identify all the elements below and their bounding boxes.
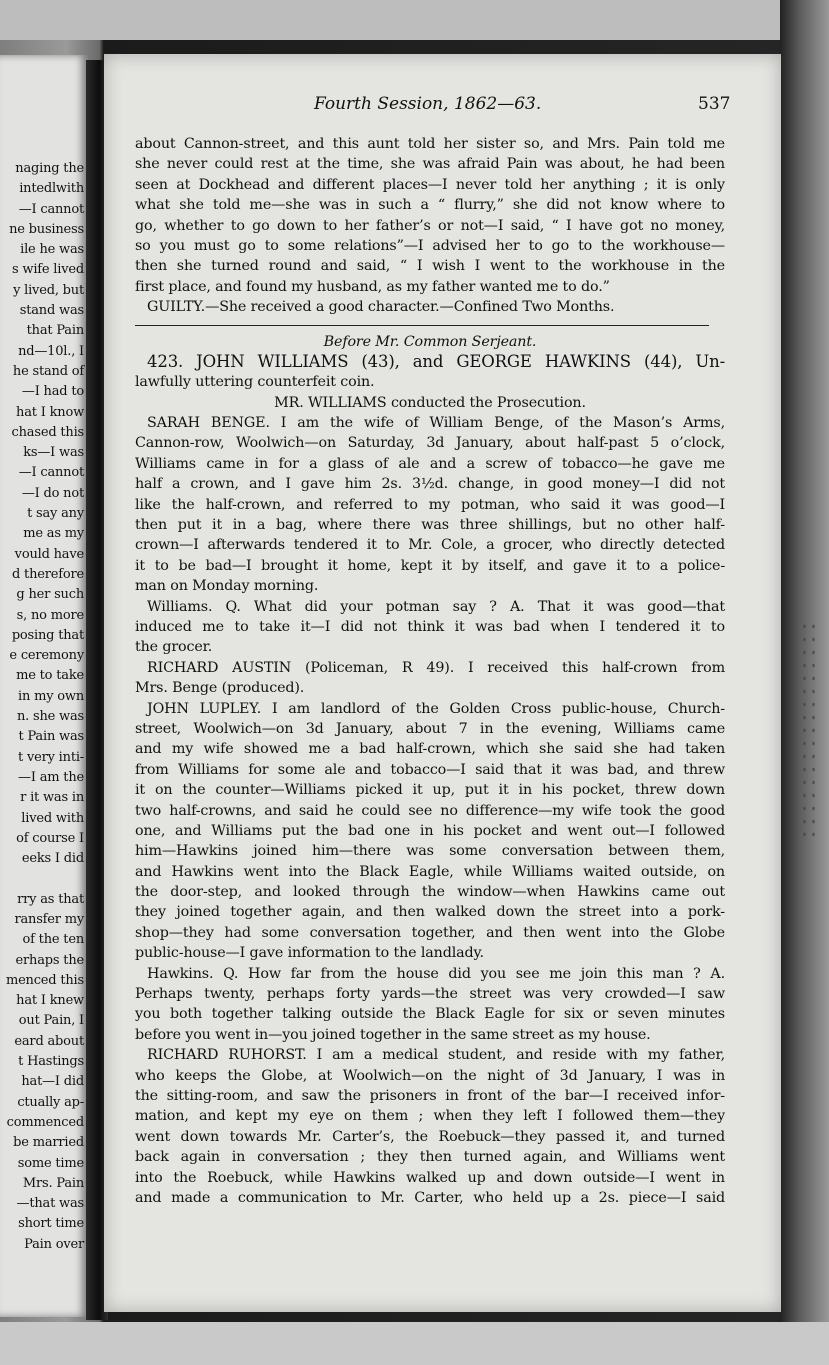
text-line: before you went in—you joined together in the same street as my house. (135, 1026, 651, 1043)
left-text-line: Pain over (24, 1236, 84, 1252)
text-line: then put it in a bag, where there was three shillings, but no other half- (135, 517, 725, 534)
text-line: man on Monday morning. (135, 578, 319, 595)
left-text-line: short time (18, 1216, 84, 1232)
left-text-line: be married (13, 1135, 84, 1151)
text-line: the grocer. (135, 639, 213, 656)
right-page (104, 54, 781, 1312)
left-text-line: of course I (16, 830, 84, 846)
text-line: GUILTY.—She received a good character.—Confined Two Months. (147, 299, 615, 316)
left-text-line: stand was (19, 303, 84, 319)
left-text-line: erhaps the (15, 952, 84, 968)
left-text-line: —that was (16, 1196, 84, 1212)
text-line: street, Woolwich—on 3d January, about 7 in the evening, Williams came (135, 720, 725, 737)
left-text-line: t Pain was (18, 729, 84, 745)
text-line: Before Mr. Common Serjeant. (323, 333, 537, 350)
text-line: the door-step, and looked through the window—when Hawkins came out (135, 884, 725, 901)
text-line: one, and Williams put the bad one in his pocket and went out—I followed (135, 822, 725, 839)
left-text-line: hat—I did (21, 1074, 84, 1090)
left-text-line: d therefore (12, 566, 84, 582)
text-line: two half-crowns, and said he could see no difference—my wife took the good (135, 802, 725, 819)
left-text-line: s wife lived (11, 262, 84, 278)
left-text-line: ile he was (20, 242, 84, 258)
left-text-line: nd—10l., I (18, 343, 84, 359)
left-text-line: t Hastings (18, 1054, 84, 1070)
text-line: shop—they had some conversation together, and then went into the Globe (135, 924, 725, 941)
left-text-line: n. she was (16, 709, 84, 725)
left-page-text (0, 159, 84, 1255)
text-line: JOHN LUPLEY. I am landlord of the Golden Cross public-house, Church- (147, 700, 725, 717)
left-text-line: —I do not (21, 485, 84, 501)
running-header (104, 94, 781, 118)
left-text-line: —I had to (21, 384, 84, 400)
text-line: RICHARD RUHORST. I am a medical student, and reside with my father, (147, 1047, 725, 1064)
text-line: induced me to take it—I did not think it was bad when I tendered it to (135, 618, 725, 635)
left-text-line: —I am the (18, 769, 84, 785)
left-text-line: intedlwith (19, 181, 84, 197)
text-line: and made a communication to Mr. Carter, who held up a 2s. piece—I said (135, 1189, 725, 1206)
left-text-line: ks—I was (23, 445, 84, 461)
text-line: into the Roebuck, while Hawkins walked up and down outside—I went in (135, 1169, 725, 1186)
left-text-line: in my own (18, 688, 84, 704)
left-text-line: chased this (11, 424, 84, 440)
left-text-line: ctually ap- (17, 1094, 84, 1110)
left-text-line: lived with (21, 810, 84, 826)
text-line: and my wife showed me a bad half-crown, which she said she had taken (135, 741, 725, 758)
scan-bottom-margin (0, 1322, 829, 1365)
text-line: then she turned round and said, “ I wish I went to the workhouse in the (135, 258, 725, 275)
text-line: first place, and found my husband, as my father wanted me to do.” (135, 278, 610, 295)
text-line: go, whether to go down to her father’s or not—I said, “ I have got no money, (135, 217, 725, 234)
left-text-line: out Pain, I (18, 1013, 84, 1029)
text-line: went down towards Mr. Carter’s, the Roebuck—they passed it, and turned (135, 1128, 725, 1145)
left-text-line: posing that (11, 627, 84, 643)
left-text-line: y lived, but (13, 282, 84, 298)
left-text-line: s, no more (16, 607, 84, 623)
left-text-line: —I cannot (18, 201, 84, 217)
text-line: Cannon-row, Woolwich—on Saturday, 3d January, about half-past 5 o’clock, (135, 435, 725, 452)
text-line: Williams. Q. What did your potman say ? A. That it was good—that (147, 598, 725, 615)
body-text (135, 134, 725, 1208)
section-rule (135, 325, 709, 326)
left-text-line: rry as that (17, 891, 84, 907)
left-text-line: menced this (5, 972, 84, 988)
left-text-line: ne business (9, 221, 84, 237)
text-line: Hawkins. Q. How far from the house did you see me join this man ? A. (147, 965, 725, 982)
text-line: SARAH BENGE. I am the wife of William Benge, of the Mason’s Arms, (147, 415, 725, 432)
text-line: half a crown, and I gave him 2s. 3½d. change, in good money—I did not (135, 476, 725, 493)
text-line: she never could rest at the time, she was afraid Pain was about, he had been (135, 156, 725, 173)
text-line: who keeps the Globe, at Woolwich—on the night of 3d January, I was in (135, 1067, 725, 1084)
left-text-line (0, 869, 84, 889)
left-text-line: some time (17, 1155, 84, 1171)
left-text-line: g her such (16, 587, 84, 603)
scan-noise (800, 620, 820, 840)
left-text-line: me as my (23, 526, 84, 542)
text-line: back again in conversation ; they then turned again, and Williams went (135, 1149, 725, 1166)
text-line: crown—I afterwards tendered it to Mr. Cole, a grocer, who directly detected (135, 537, 725, 554)
text-line: RICHARD AUSTIN (Policeman, R 49). I received this half-crown from (147, 659, 725, 676)
text-line: you both together talking outside the Black Eagle for six or seven minutes (135, 1006, 725, 1023)
text-line: about Cannon-street, and this aunt told her sister so, and Mrs. Pain told me (135, 136, 725, 152)
left-text-line: he stand of (12, 363, 84, 379)
left-text-line: t say any (27, 506, 84, 522)
left-text-line: me to take (16, 668, 84, 684)
left-text-line: vould have (14, 546, 84, 562)
text-line: Williams came in for a glass of ale and a screw of tobacco—he gave me (135, 455, 725, 472)
scan-top-margin (0, 0, 829, 40)
text-line: the sitting-room, and saw the prisoners in front of the bar—I received infor- (135, 1087, 725, 1104)
left-text-line: eard about (14, 1033, 84, 1049)
left-text-line: that Pain (26, 323, 84, 339)
left-text-line: hat I knew (16, 993, 84, 1009)
left-text-line: eeks I did (21, 851, 84, 867)
text-line: they joined together again, and then walked down the street into a pork- (135, 904, 725, 921)
text-line: it on the counter—Williams picked it up, put it in his pocket, threw down (135, 782, 725, 799)
text-line: lawfully uttering counterfeit coin. (135, 374, 375, 391)
text-line: Perhaps twenty, perhaps forty yards—the street was very crowded—I saw (135, 986, 725, 1003)
left-text-line: e ceremony (9, 648, 84, 664)
text-line: like the half-crown, and referred to my potman, who said it was good—I (135, 496, 725, 513)
left-text-line: —I cannot (18, 465, 84, 481)
left-text-line: hat I know (16, 404, 84, 420)
page-number: 537 (698, 94, 731, 114)
text-line: it to be bad—I brought it home, kept it by itself, and gave it to a police- (135, 557, 725, 574)
text-line: mation, and kept my eye on them ; when they left I followed them—they (135, 1108, 725, 1125)
left-text-line: ransfer my (14, 911, 84, 927)
left-text-line: naging the (15, 161, 84, 176)
text-line: him—Hawkins joined him—there was some conversation between them, (135, 843, 725, 860)
text-line: MR. WILLIAMS conducted the Prosecution. (274, 394, 586, 411)
running-title: Fourth Session, 1862—63. (314, 94, 542, 114)
left-text-line: Mrs. Pain (22, 1175, 84, 1191)
left-text-line: of the ten (22, 932, 84, 948)
text-line: public-house—I gave information to the landlady. (135, 945, 484, 962)
text-line: from Williams for some ale and tobacco—I said that it was bad, and threw (135, 761, 725, 778)
text-line: so you must go to some relations”—I advised her to go to the workhouse— (135, 237, 725, 254)
left-text-line: commenced (6, 1114, 84, 1130)
left-text-line: t very inti- (18, 749, 84, 765)
text-line: 423. JOHN WILLIAMS (43), and GEORGE HAWKINS (44), Un- (147, 351, 725, 371)
left-page-fragment (0, 55, 88, 1317)
text-line: Mrs. Benge (produced). (135, 680, 305, 697)
left-text-line: r it was in (20, 790, 84, 806)
text-line: and Hawkins went into the Black Eagle, while Williams waited outside, on (135, 863, 725, 880)
text-line: what she told me—she was in such a “ flurry,” she did not know where to (135, 197, 725, 214)
text-line: seen at Dockhead and different places—I never told her anything ; it is only (135, 176, 725, 193)
